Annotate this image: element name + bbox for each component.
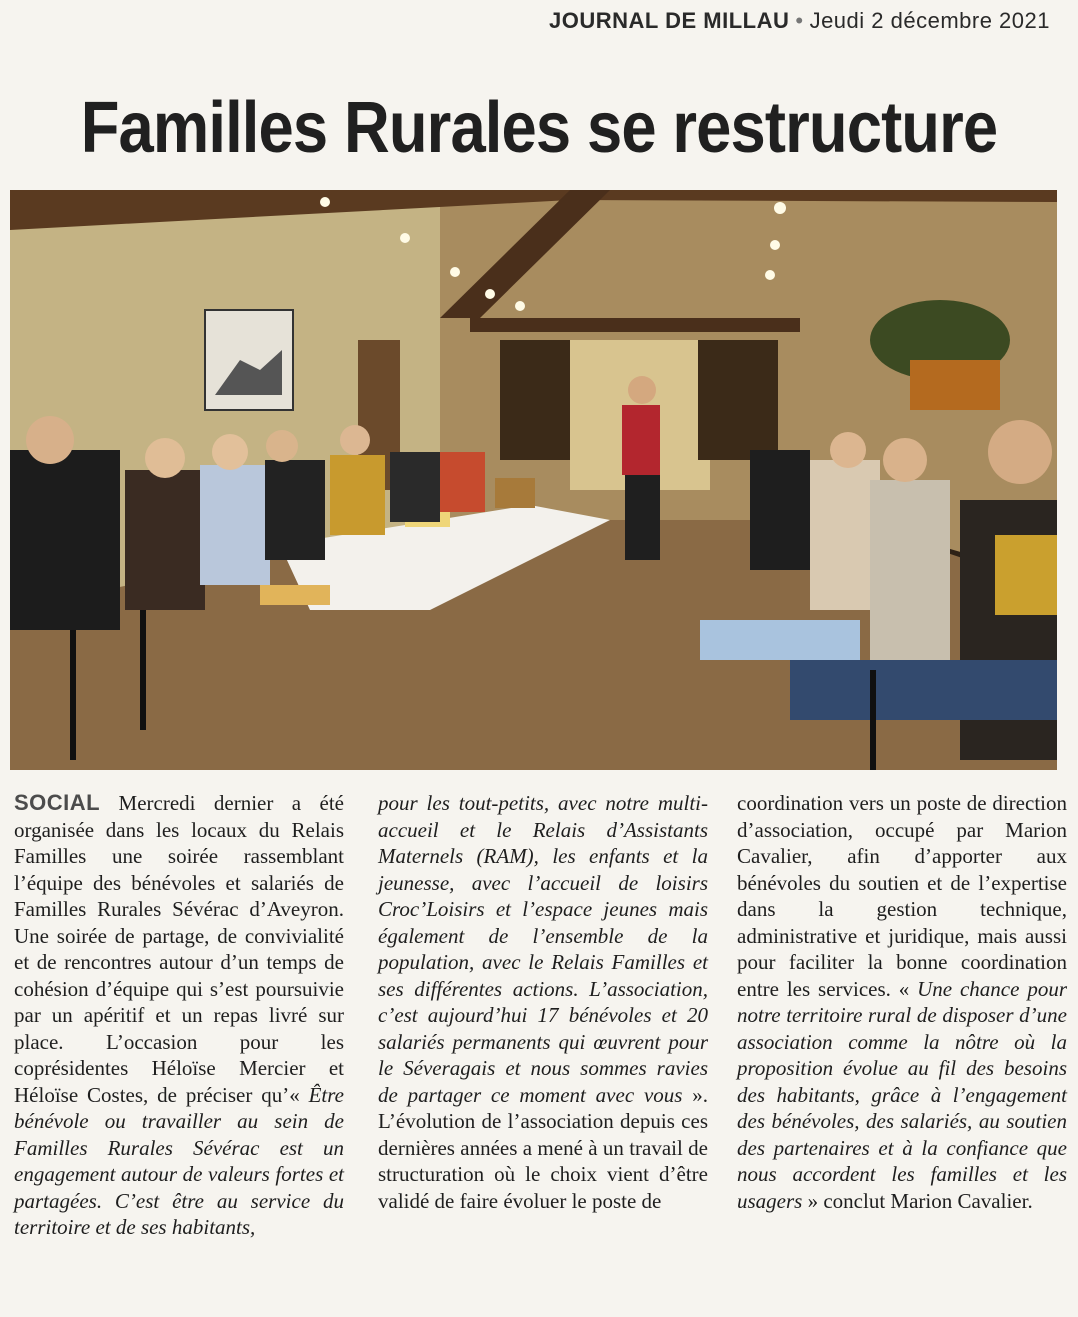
article-column-3 xyxy=(737,790,1067,1214)
article-column-1 xyxy=(14,790,344,1241)
article-column-2 xyxy=(378,790,708,1214)
window-right xyxy=(698,340,778,460)
window-left xyxy=(500,340,570,460)
col1-quote-text: Être bénévole ou travailler au sein de Familles Rurales Sévérac est un engagement autour de valeurs fortes et partagées. C’est être au service du territoire et de ses habitants, xyxy=(14,1082,344,1239)
wooden-beam xyxy=(470,318,800,332)
col3-text: coordination vers un poste de direction d’association, occupé par Marion Cavalier, afin d’apporter aux bénévoles du soutien et de l’expertise dans la gestion technique, administrative et juridique, mais aussi pour faciliter la bonne coordination entre les services. « xyxy=(737,791,1067,1001)
section-kicker: SOCIAL xyxy=(14,790,101,815)
col3-quote-text: Une chance pour notre territoire rural de disposer d’une association comme la nôtre où la proposition évolue au fil des besoins des habitants, grâce à l’engagement des bénévoles, des salariés, au soutien des partenaires et à la confiance que nous accordent les familles et les usagers xyxy=(737,976,1067,1213)
col1-lead-text: Mercredi dernier a été organisée dans les locaux du Relais Familles une soirée rassemblant l’équipe des bénévoles et salariés de Familles Rurales Sévérac d’Aveyron. Une soirée de partage, de convivialité et de rencontres autour d’un temps de cohésion d’équipe qui s’est poursuivie par un apéritif et un repas livré sur place. L’occasion pour les coprésidentes Héloïse Mercier et Héloïse Costes, de préciser qu’« xyxy=(14,791,344,1107)
headline: Familles Rurales se restructure xyxy=(80,88,998,168)
col2-text: ». L’évolution de l’association depuis ces dernières années a mené à un travail de structuration où le choix vient d’être validé de faire évoluer le poste de xyxy=(378,1082,709,1213)
masthead xyxy=(0,8,1050,34)
article-photo xyxy=(10,190,1057,770)
col3-closing-text: » conclut Marion Cavalier. xyxy=(802,1188,1033,1213)
masthead-separator: • xyxy=(795,8,804,33)
standing-person xyxy=(622,405,660,475)
newspaper-name: JOURNAL DE MILLAU xyxy=(549,8,790,33)
col2-quote-text: pour les tout-petits, avec notre multi-accueil et le Relais d’Assistants Maternels (RAM), les enfants et la jeunesse, avec l’accueil de loisirs Croc’Loisirs et l’espace jeunes mais également de l’ensemble de la population, avec le Relais Familles et ses différentes actions. L’association, c’est aujourd’hui 17 bénévoles et 20 salariés permanents qui œuvrent pour le Séveragais et nous sommes ravies de partager ce moment avec vous xyxy=(378,791,708,1107)
issue-date: Jeudi 2 décembre 2021 xyxy=(809,8,1050,33)
photo-illustration xyxy=(10,190,1057,770)
